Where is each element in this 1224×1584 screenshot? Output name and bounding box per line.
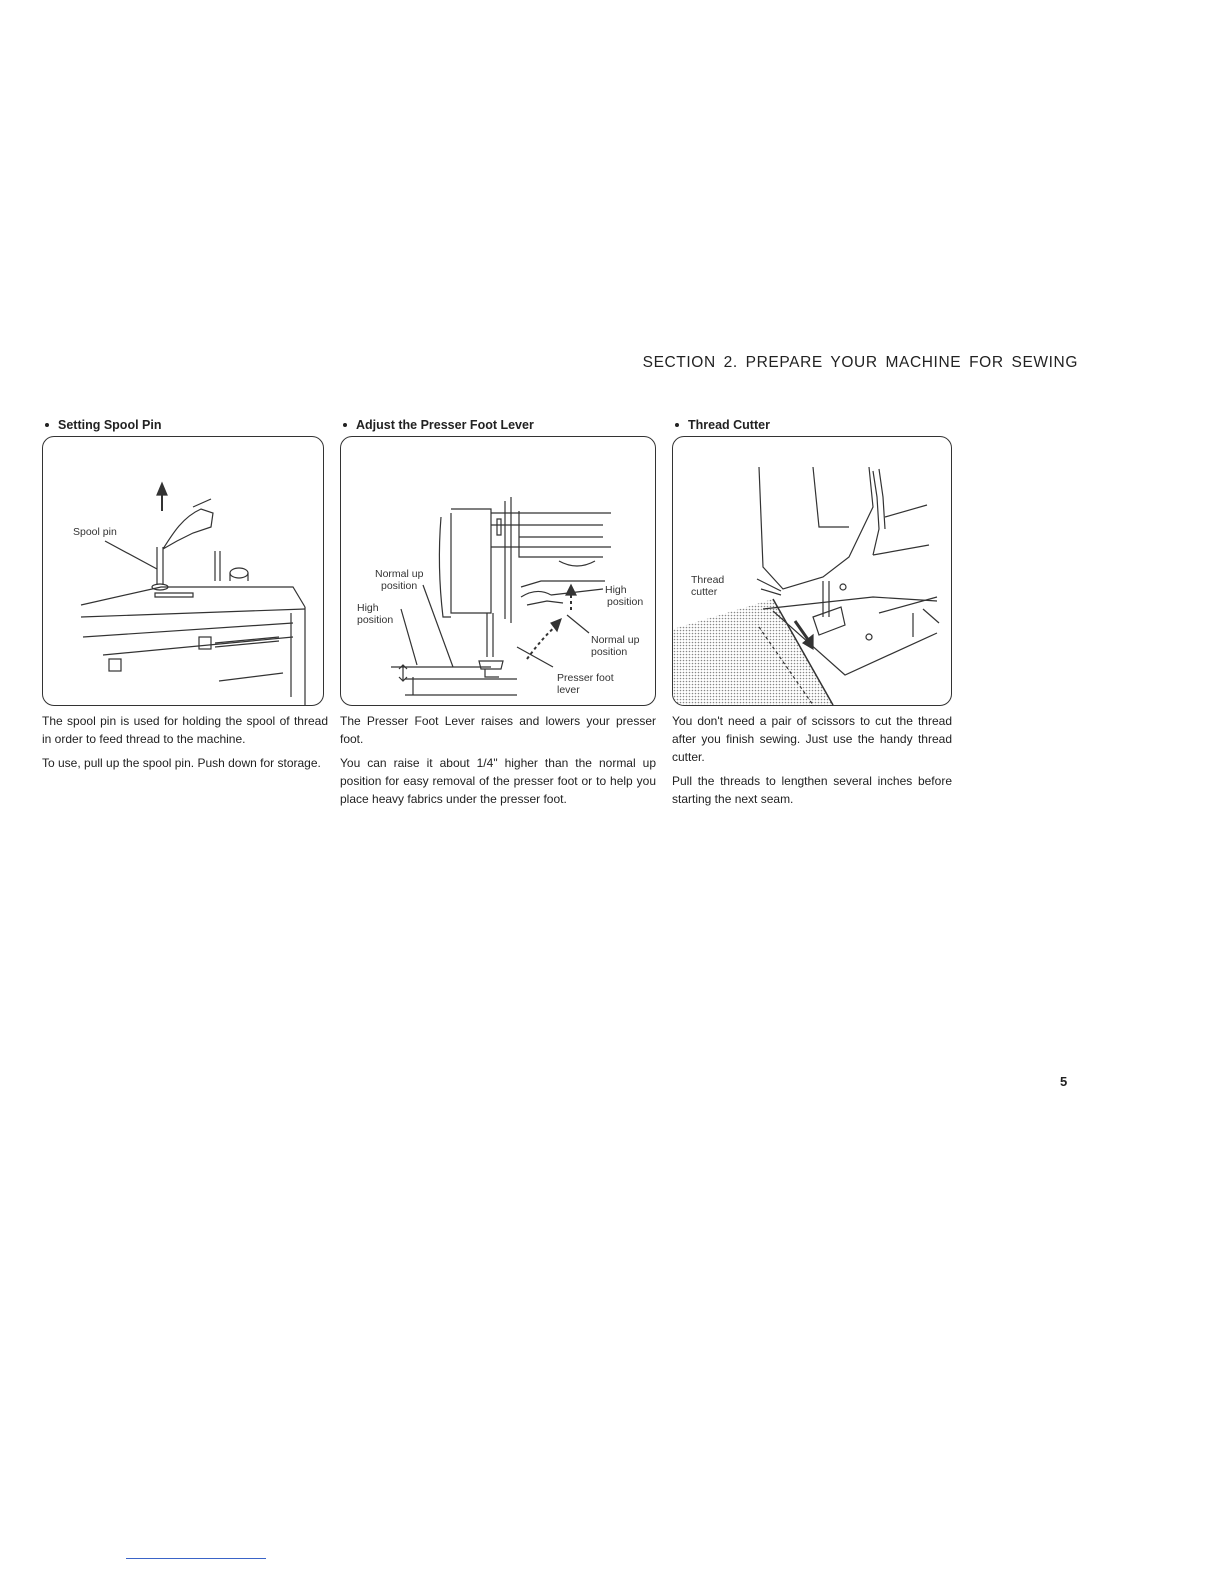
thread-cutter-figure (672, 436, 952, 706)
thread-cutter-section (672, 416, 952, 808)
bullet-icon (675, 423, 679, 427)
thread-cutter-label: Thread (691, 574, 725, 586)
presser-foot-heading (340, 416, 656, 434)
page-number: 5 (1060, 1074, 1068, 1089)
spool-pin-paragraph-1: The spool pin is used for holding the spool of thread in order to feed thread to the machine. (42, 714, 328, 746)
normal-up-right-label: Normal up (591, 634, 640, 646)
presser-foot-lever-label-2: lever (557, 684, 580, 696)
bullet-icon (343, 423, 347, 427)
normal-up-right-label-2: position (591, 646, 628, 658)
normal-up-left-label: Normal up (375, 568, 424, 580)
presser-foot-paragraph-1: The Presser Foot Lever raises and lowers your presser foot. (340, 714, 656, 746)
spool-pin-paragraph-2: To use, pull up the spool pin. Push down for storage. (42, 756, 321, 770)
thread-cutter-paragraph-1: You don't need a pair of scissors to cut the thread after you finish sewing. Just use the handy thread cutter. (672, 714, 952, 764)
heading-text: Adjust the Presser Foot Lever (356, 418, 534, 432)
spool-pin-label: Spool pin (73, 526, 117, 538)
high-right-label-2: position (607, 596, 644, 608)
presser-foot-section (340, 416, 656, 808)
high-left-label-2: position (357, 614, 394, 626)
spool-pin-heading (42, 416, 328, 434)
footer-rule (126, 1558, 266, 1559)
thread-cutter-label-2: cutter (691, 586, 718, 598)
high-right-label: High (605, 584, 627, 596)
spool-pin-illustration (43, 437, 323, 705)
presser-foot-paragraph-2: You can raise it about 1/4" higher than the normal up position for easy removal of the presser foot or to help you place heavy fabrics under the presser foot. (340, 756, 656, 806)
thread-cutter-paragraph-2: Pull the threads to lengthen several inches before starting the next seam. (672, 774, 952, 806)
heading-text: Thread Cutter (688, 418, 770, 432)
spool-pin-figure (42, 436, 324, 706)
thread-cutter-heading (672, 416, 952, 434)
bullet-icon (45, 423, 49, 427)
section-title: SECTION 2. PREPARE YOUR MACHINE FOR SEWING (642, 354, 1078, 371)
high-left-label: High (357, 602, 379, 614)
presser-foot-figure (340, 436, 656, 706)
spool-pin-section (42, 416, 328, 772)
heading-text: Setting Spool Pin (58, 418, 162, 432)
thread-cutter-illustration (673, 437, 951, 705)
presser-foot-lever-label: Presser foot (557, 672, 614, 684)
presser-foot-illustration (341, 437, 655, 705)
normal-up-left-label-2: position (381, 580, 418, 592)
